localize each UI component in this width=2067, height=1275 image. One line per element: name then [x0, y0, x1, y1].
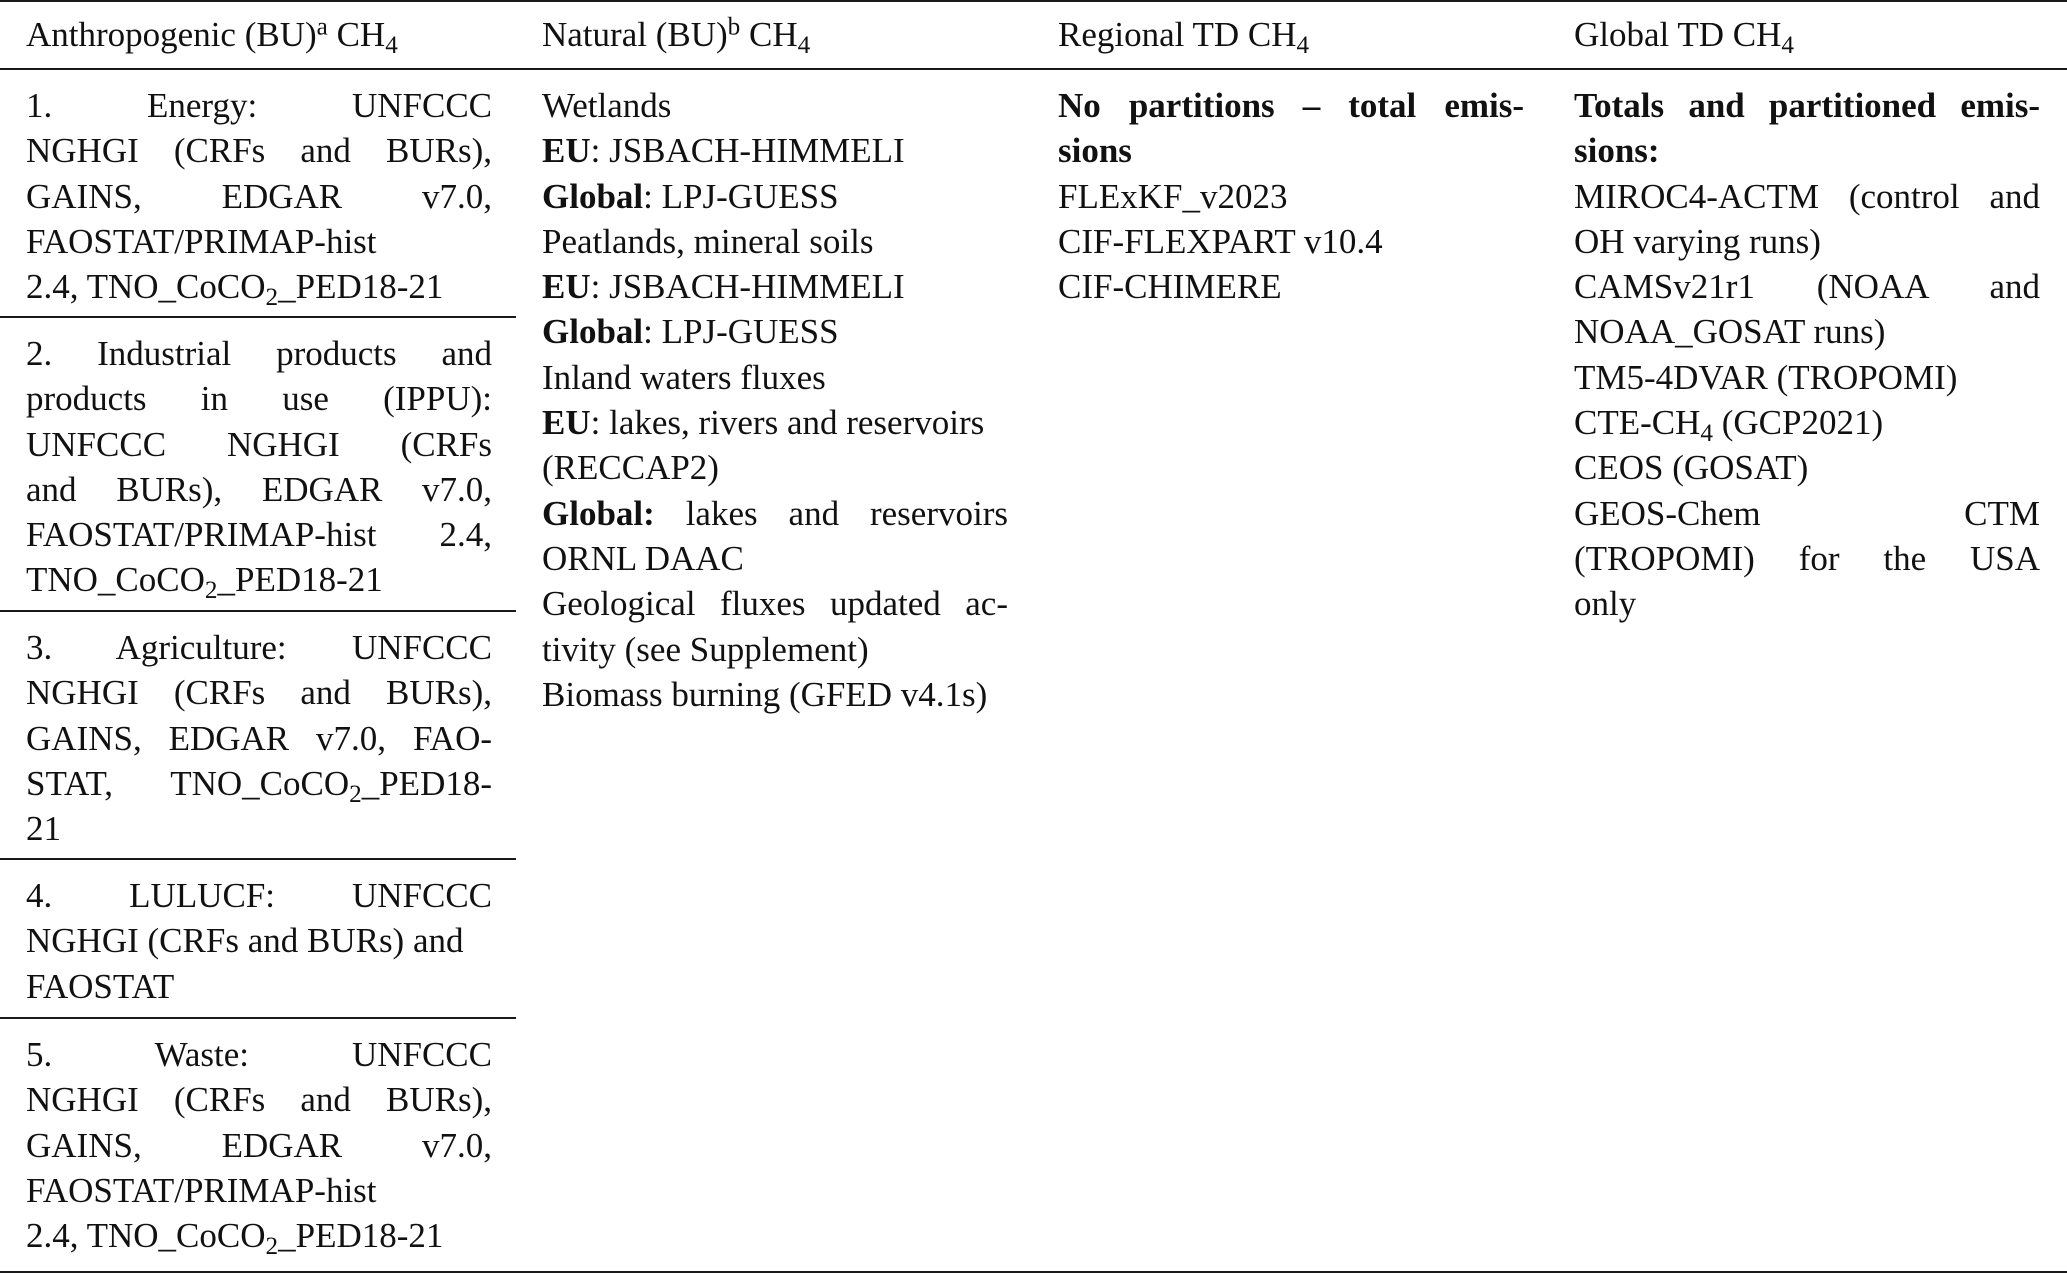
header-global-td: Global TD $CH_4$	[1574, 15, 1795, 60]
header-regional-td: Regional TD $CH_4$	[1058, 15, 1310, 60]
header-natural: Natural (BU)$^b$ $CH_4$	[542, 13, 811, 60]
regional-model: FLExKF_v2023	[1058, 176, 1288, 216]
cell-lulucf: 4. LULUCF: UNFCCC NGHGI (CRFs and BURs) and FAOSTAT	[26, 876, 493, 1006]
regional-model: CIF-FLEXPART v10.4	[1058, 221, 1383, 261]
regional-model: CIF-CHIMERE	[1058, 267, 1282, 307]
cell-natural: Wetlands EU: JSBACH-HIMMELI Global: LPJ-GUESS Peatlands, mineral soils EU: JSBACH-HIMMELI Global: LPJ-GUESS Inland waters fluxes EU: lakes, rivers and reservoirs (RECCAP2) Global: lakes and reservoirs ORNL DAAC Geological fluxes updated ac- tivity (see Supplement) Biomass burning (GFED v4.1s)	[542, 86, 1008, 714]
cell-regional-td: No partitions – total emis- sions FLExKF_v2023 CIF-FLEXPART v10.4 CIF-CHIMERE	[1058, 83, 1524, 309]
bottom-rule	[0, 1271, 2067, 1273]
cell-waste: 5. Waste: UNFCCC NGHGI (CRFs and BURs), GAINS, EDGAR v7.0, FAOSTAT/PRIMAP-hist 2.4, TNO_CoCO$_2$_PED18-21	[26, 1035, 493, 1261]
header-anthropogenic: Anthropogenic (BU)$^a$ $CH_4$	[26, 13, 398, 60]
row-rule-4	[0, 1017, 516, 1019]
row-rule-2	[0, 610, 516, 612]
cell-ippu: 2. Industrial products and products in use (IPPU): UNFCCC NGHGI (CRFs and BURs), EDGAR v7.0, FAOSTAT/PRIMAP-hist 2.4, TNO_CoCO$_2$_PED18-21	[26, 334, 493, 605]
row-rule-1	[0, 316, 516, 318]
cell-global-td: Totals and partitioned emis- sions: MIROC4-ACTM (control and OH varying runs) CAMSv21r1 (NOAA and NOAA_GOSAT runs) TM5-4DVAR (TROPOMI) CTE-$CH_4$ (GCP2021) CEOS (GOSAT) GEOS-Chem CTM (TROPOMI) for the USA only	[1574, 86, 2041, 624]
top-rule	[0, 0, 2067, 2]
cell-energy: 1. Energy: UNFCCC NGHGI (CRFs and BURs), GAINS, EDGAR v7.0, FAOSTAT/PRIMAP-hist 2.4, TNO_CoCO$_2$_PED18-21	[26, 86, 493, 312]
header-rule	[0, 68, 2067, 70]
cell-agriculture: 3. Agriculture: UNFCCC NGHGI (CRFs and BURs), GAINS, EDGAR v7.0, FAO- STAT, TNO_CoCO$_2$_PED18- 21	[26, 628, 493, 849]
row-rule-3	[0, 858, 516, 860]
